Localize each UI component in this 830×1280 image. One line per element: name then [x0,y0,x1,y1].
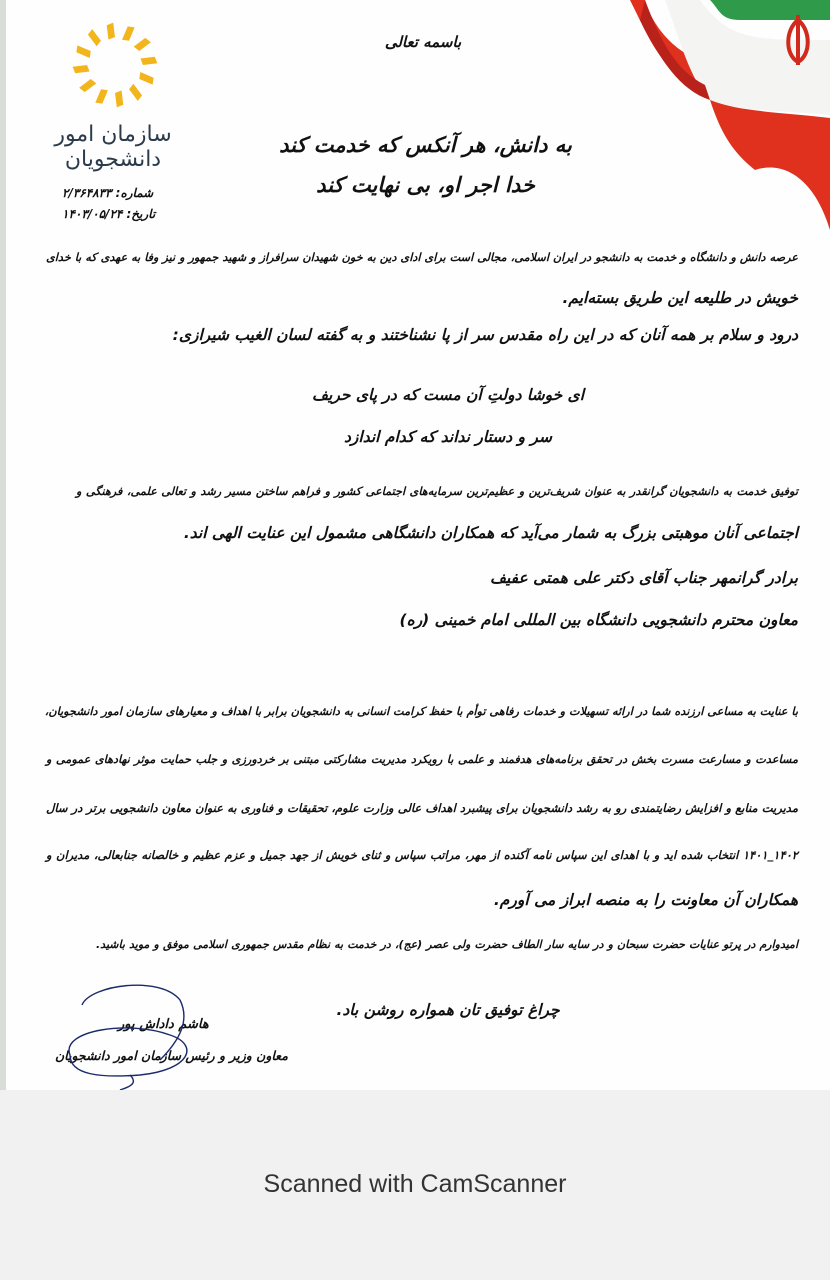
logo-petal [95,89,108,103]
paragraph-line: ۱۴۰۲_۱۴۰۱ انتخاب شده اید و با اهدای این سپاس نامه آکنده از مهر، مراتب سپاس و ثنای خویش از جهد جمیل و عزم عظیم و خالصانه جنابعالی، مدیران و [46,848,798,862]
logo-petal [139,72,153,85]
logo-petal [73,65,90,73]
recipient-title: معاون محترم دانشجویی دانشگاه بین المللی امام خمینی (ره) [399,611,798,629]
organization-name-line1: سازمان امور [54,122,172,147]
signer-name: هاشم داداش پور [118,1017,209,1032]
logo-petal [129,84,142,101]
paragraph-line: همکاران آن معاونت را به منصه ابراز می آورم. [493,891,798,909]
paragraph-line: با عنایت به مساعی ارزنده شما در ارائه تسهیلات و خدمات رفاهی توأم با حفظ کرامت انسانی به دانشجویان برابر با اهداف و معیارهای سازمان امور دانشجویان، [44,705,798,718]
recipient-name: برادر گرانمهر جناب آقای دکتر علی همتی عفیف [489,569,798,587]
camscanner-watermark: Scanned with CamScanner [263,1170,567,1198]
logo-petal [79,79,96,92]
organization-name-line2: دانشجویان [64,147,162,172]
paragraph-line: توفیق خدمت به دانشجویان گرانقدر به عنوان شریف‌ترین و عظیم‌ترین سرمایه‌های اجتماعی کشور و فراهم ساختن مسیر رشد و تعالی علمی، فرهنگی و [76,485,798,498]
invocation: باسمه تعالی [384,33,462,51]
paragraph-line: خویش در طلیعه این طریق بسته‌ایم. [562,289,798,307]
motto-line: خدا اجر او، بی نهایت کند [316,173,535,197]
paragraph-line: اجتماعی آنان موهبتی بزرگ به شمار می‌آید که همکاران دانشگاهی مشمول این عنایت الهی اند. [183,524,798,542]
logo-petal [115,90,123,107]
closing-line: امیدوارم در پرتو عنایات حضرت سبحان و در سایه سار الطاف حضرت ولی عصر (عج)، در خدمت به نظام مقدس جمهوری اسلامی موفق و موید باشید. [96,938,798,951]
signer-title: معاون وزیر و رئیس سازمان امور دانشجویان [55,1048,288,1063]
closing-wish: چراغ توفیق تان همواره روشن باد. [336,1001,560,1019]
poem-line: ای خوشا دولتِ آن مست که در پای حریف [311,386,584,404]
paragraph-line: مدیریت منابع و افزایش رضایتمندی رو به رشد دانشجویان برای پیشبرد اهداف عالی وزارت علوم، تحقیقات و فناوری به عنوان معاون دانشجویی برتر در سال [46,801,798,815]
poem-line: سر و دستار نداند که کدام اندازد [344,428,552,446]
signature-image [50,980,240,1090]
letter-number: شماره: ۲/۳۶۴۸۳۳ [62,186,154,200]
letter-date: تاریخ: ۱۴۰۳/۰۵/۲۴ [62,207,156,221]
motto-line: به دانش، هر آنکس که خدمت کند [279,133,572,157]
paragraph-line: عرصه دانش و دانشگاه و خدمت به دانشجو در ایران اسلامی، مجالی است برای ادای دین به خون شهیدان سرافراز و شهید جمهور و نیز وفا به عهدی که با خدای [46,251,798,264]
logo-petal [140,57,157,65]
paragraph-line: مساعدت و مسارعت مسرت بخش در تحقق برنامه‌های هدفمند و علمی با رویکرد مدیریت مشارکتی مبتنی بر خردورزی و جلب حمایت موثر نهادهای عمومی و [46,753,798,766]
greeting-line: درود و سلام بر همه آنان که در این راه مقدس سر از پا نشناختند و به گفته لسان الغیب شیرازی: [172,326,798,344]
